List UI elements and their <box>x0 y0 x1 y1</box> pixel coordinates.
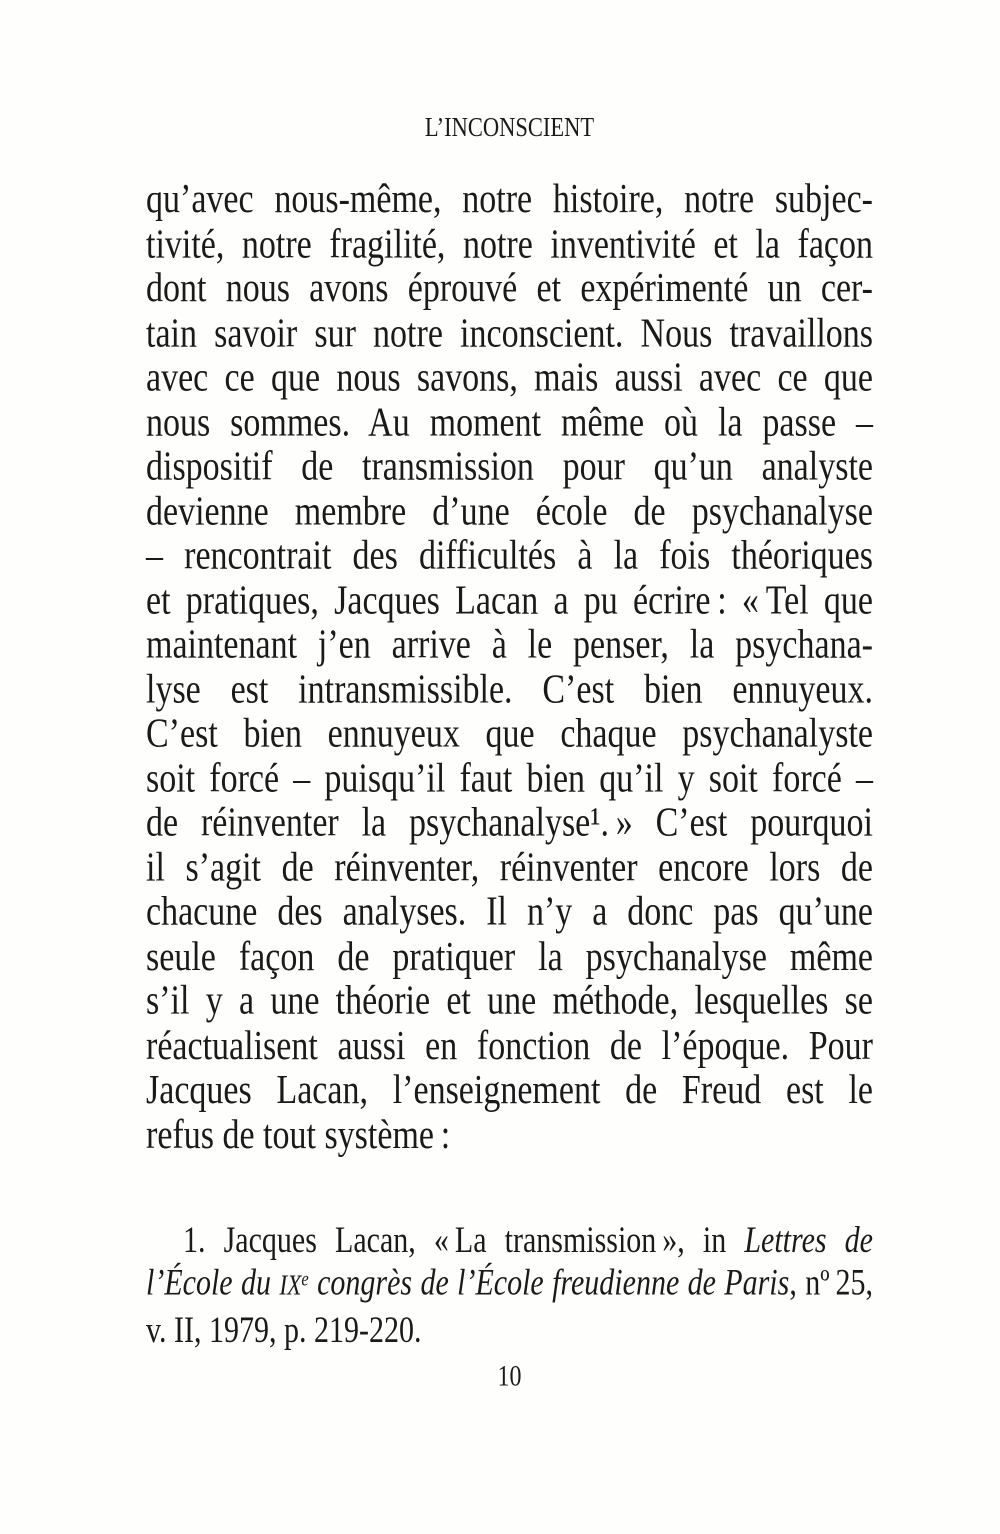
footnote-text: 1. Jacques Lacan, « La transmission », in <box>183 1220 745 1261</box>
text-line: dont nous avons éprouvé et expérimenté un cer- <box>146 265 873 311</box>
footnote-line <box>146 1309 873 1352</box>
text-line: réactualisent aussi en fonction de l’époque. Pour <box>146 1022 873 1068</box>
text-line: dispositif de transmission pour qu’un analyste <box>146 443 873 490</box>
text-line: – rencontrait des difficultés à la fois théoriques <box>146 533 873 579</box>
text-line: avec ce que nous savons, mais aussi avec ce que <box>146 354 873 401</box>
running-header: L’INCONSCIENT <box>424 111 595 143</box>
footnote-line <box>146 1262 873 1309</box>
text-line: maintenant j’en arrive à le penser, la psychana- <box>146 622 873 668</box>
text-line: s’il y a une théorie et une méthode, lesquelles se <box>146 978 873 1024</box>
page-number: 10 <box>497 1361 522 1393</box>
text-line: et pratiques, Jacques Lacan a pu écrire : « Tel que <box>146 577 873 623</box>
footnote-citation-italic: congrès de l’École freudienne de Paris <box>308 1263 790 1304</box>
footnote-block <box>146 1219 873 1352</box>
text-line: seule façon de pratiquer la psychanalyse même <box>146 933 873 979</box>
text-line: chacune des analyses. Il n’y a donc pas qu’une <box>146 889 873 935</box>
footnote-citation-italic: Lettres de <box>744 1220 873 1261</box>
footnote-ordinal-superscript: e <box>301 1267 309 1291</box>
text-line: tain savoir sur notre inconscient. Nous travaillons <box>146 310 873 356</box>
text-line: qu’avec nous-même, notre histoire, notre subjec- <box>146 176 873 222</box>
footnote-line <box>146 1219 873 1262</box>
text-line: C’est bien ennuyeux que chaque psychanalyste <box>146 711 873 757</box>
text-line: lyse est intransmissible. C’est bien ennuyeux. <box>146 666 873 712</box>
text-line: devienne membre d’une école de psychanalyse <box>146 488 873 534</box>
footnote-text: v. II, 1979, p. 219-220. <box>146 1310 422 1351</box>
text-line: refus de tout système : <box>146 1111 451 1158</box>
body-text-block <box>146 178 873 1158</box>
footnote-smallcaps-numeral: IX <box>279 1270 302 1303</box>
text-line: Jacques Lacan, l’enseignement de Freud est le <box>146 1067 873 1113</box>
text-line: tivité, notre fragilité, notre inventivité et la façon <box>146 221 873 267</box>
text-line: soit forcé – puisqu’il faut bien qu’il y soit forcé – <box>146 755 873 801</box>
text-line: nous sommes. Au moment même où la passe – <box>146 399 873 445</box>
footnote-citation-italic: l’École du <box>146 1263 280 1304</box>
footnote-text: , nº 25, <box>789 1263 873 1304</box>
text-line: de réinventer la psychanalyse¹. » C’est pourquoi <box>146 800 873 846</box>
text-line: il s’agit de réinventer, réinventer encore lors de <box>146 844 873 890</box>
